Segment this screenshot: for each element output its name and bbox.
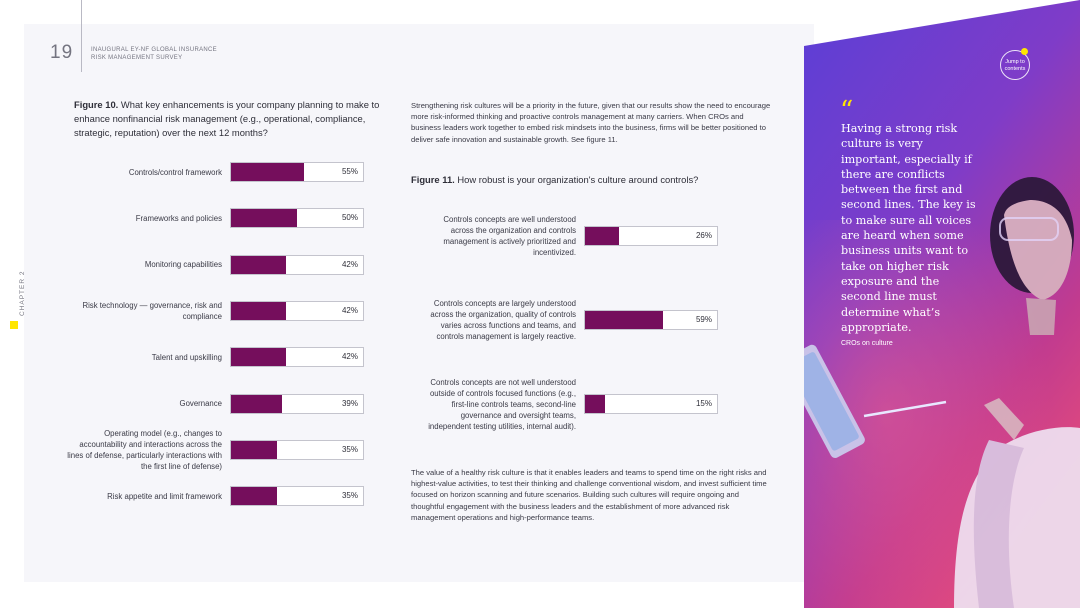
bar-track xyxy=(584,226,718,246)
bar-value-label: 42% xyxy=(341,259,358,269)
bar-track xyxy=(584,394,718,414)
survey-title xyxy=(91,47,217,62)
bar-fill xyxy=(231,209,297,227)
bar-value-label: 39% xyxy=(341,398,358,408)
bar-track xyxy=(230,347,364,367)
chapter-label[interactable]: CHAPTER 2 xyxy=(19,270,26,316)
bar-value-label: 15% xyxy=(695,399,712,408)
bar-value-label: 35% xyxy=(341,491,358,501)
bar-value-label: 42% xyxy=(341,352,358,362)
bar-category-label: Risk appetite and limit framework xyxy=(107,491,222,501)
figure-11-question: How robust is your organization's culture around controls? xyxy=(454,174,699,185)
bar-category-label: Operating model (e.g., changes to accountability and interactions across the lines of defense, particularly interactions with the first line of defense) xyxy=(67,428,222,471)
bar-track xyxy=(230,486,364,506)
bar-value-label: 35% xyxy=(341,444,358,454)
figure-10-question: What key enhancements is your company planning to make to enhance nonfinancial risk management (e.g., operational, compliance, strategic, reputation) over the next 12 months? xyxy=(74,99,380,138)
bar-category-label: Talent and upskilling xyxy=(151,352,222,362)
bar-track xyxy=(584,310,718,330)
bar-value-label: 26% xyxy=(695,231,712,240)
bar-category-label: Controls concepts are not well understood outside of controls focused functions (e.g., first-line controls teams, second-line governance and oversight teams, independent testing utilities, internal audit). xyxy=(428,377,576,431)
bar-category-label: Controls concepts are well understood across the organization and controls management is actively prioritized and incentivized. xyxy=(443,215,576,257)
jump-label-line1: Jump to xyxy=(1005,59,1025,65)
bar-fill xyxy=(231,302,286,320)
survey-title-line1: INAUGURAL EY-NF GLOBAL INSURANCE xyxy=(91,47,217,53)
bar-category-label: Governance xyxy=(179,399,222,408)
bar-fill xyxy=(231,487,277,505)
bar-value-label: 50% xyxy=(341,213,358,223)
figure-10-number: Figure 10. xyxy=(74,99,119,110)
bar-fill xyxy=(231,163,304,181)
figure-11-title xyxy=(411,173,771,187)
bar-category-label: Risk technology — governance, risk and compliance xyxy=(82,300,222,321)
bar-track xyxy=(230,440,364,460)
jump-dot-icon xyxy=(1021,48,1028,55)
bar-value-label: 42% xyxy=(341,305,358,315)
figure-11-number: Figure 11. xyxy=(411,174,455,185)
closing-paragraph: The value of a healthy risk culture is that it enables leaders and teams to spend time on the right risks and highest-value activities, to test their thinking and challenge conventional wisdom, and invest sufficient time focused on horizon scanning and future scenarios. Building such cultures will require ongoing and thoughtful engagement with the business leaders and the establishment of more advanced risk management operations and high-performance teams. xyxy=(411,468,767,522)
bar-fill xyxy=(231,441,277,459)
bar-category-label: Frameworks and policies xyxy=(135,213,222,223)
figure-10-title xyxy=(74,98,384,140)
bar-fill xyxy=(585,311,663,329)
quote-mark-icon: “ xyxy=(840,96,854,126)
header-divider xyxy=(81,0,82,72)
pull-quote: Having a strong risk culture is very important, especially if there are conflicts between the first and second lines. The key is to make sure all voices are heard when some business units want to take on higher risk exposure and the second line must determine what’s appropriate. xyxy=(841,122,976,334)
bar-value-label: 55% xyxy=(341,167,358,176)
quote-source: CROs on culture xyxy=(841,340,893,347)
bar-category-label: Controls/control framework xyxy=(128,167,222,177)
bar-fill xyxy=(231,395,282,413)
bar-track xyxy=(230,394,364,414)
bar-track xyxy=(230,162,364,182)
bar-fill xyxy=(231,256,286,274)
bar-category-label: Controls concepts are largely understood across the organization, quality of controls varies across functions and teams, and controls management is largely reactive. xyxy=(430,299,576,341)
bar-track xyxy=(230,301,364,321)
jump-label-line2: contents xyxy=(1004,65,1026,72)
bar-fill xyxy=(585,227,619,245)
intro-paragraph: Strengthening risk cultures will be a priority in the future, given that our results show the need to encourage more risk-informed thinking and proactive controls management at many carriers. When CROs and business leaders work together to embed risk mindsets into the business, firms will be better positioned to deliver safe innovation and sustainable growth. See figure 11. xyxy=(411,101,771,144)
bar-track xyxy=(230,208,364,228)
bar-fill xyxy=(585,395,605,413)
bar-value-label: 59% xyxy=(695,315,712,324)
bar-track xyxy=(230,255,364,275)
page-number: 19 xyxy=(50,42,74,63)
survey-title-line2: RISK MANAGEMENT SURVEY xyxy=(91,54,183,61)
bar-fill xyxy=(231,348,286,366)
bar-category-label: Monitoring capabilities xyxy=(144,260,222,270)
chapter-marker xyxy=(10,321,18,329)
